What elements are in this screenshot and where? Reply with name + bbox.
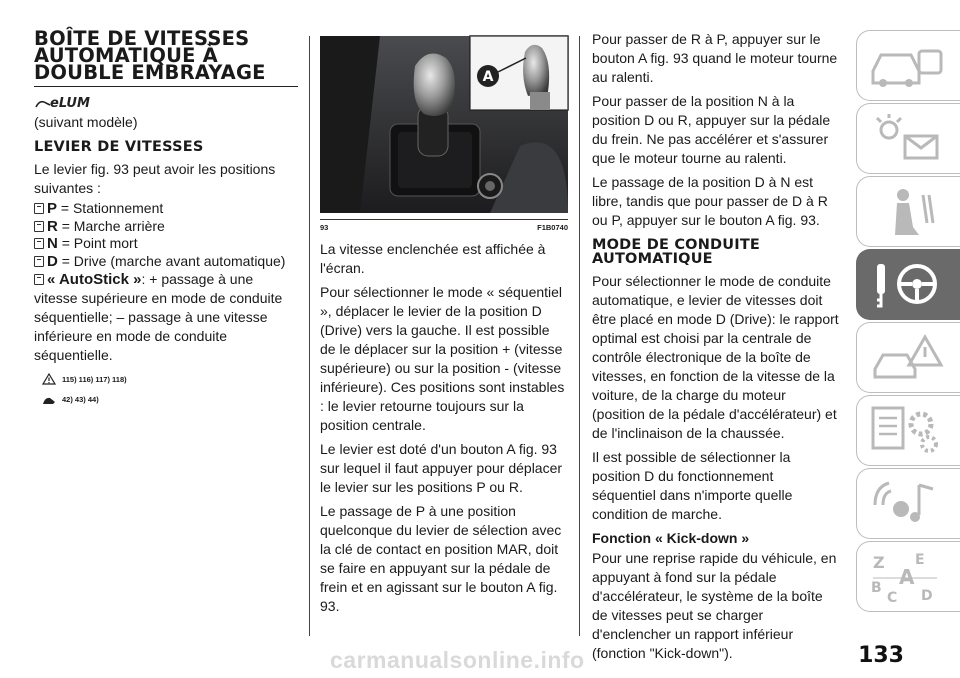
book-icon bbox=[34, 274, 44, 285]
paragraph: Pour sélectionner le mode de conduite automatique, e levier de vitesses doit être placé en mode D (Drive): le rapport optimal est choisi par la centrale de contrôle électronique de la boîte de vitesses, en fonction de la vitesse de la voiture, de la charge du moteur (position de la pédale d'accélérateur) et de l'inclinaison de la chaussée. bbox=[592, 273, 839, 441]
warning-triangle-icon bbox=[42, 373, 56, 385]
position-item: P = Stationnement bbox=[34, 200, 298, 218]
tab-emergency[interactable] bbox=[856, 322, 960, 393]
paragraph: Pour une reprise rapide du véhicule, en appuyant à fond sur la pédale d'accélérateur, le système de la boîte de vitesses peut se charger d'enclencher un rapport inférieur (fonction "Kick-down"). bbox=[592, 550, 837, 661]
column-3 bbox=[592, 30, 840, 668]
figure-number: 93 bbox=[320, 223, 329, 232]
column-divider bbox=[579, 36, 580, 636]
section-title: BOÎTE DE VITESSES AUTOMATIQUE À DOUBLE EMBRAYAGE bbox=[34, 30, 298, 87]
svg-text:Z: Z bbox=[873, 553, 885, 572]
subsection-title: MODE DE CONDUITE AUTOMATIQUE bbox=[592, 237, 761, 267]
svg-text:A: A bbox=[899, 565, 915, 589]
variant-note: (suivant modèle) bbox=[34, 114, 138, 130]
paragraph: Il est possible de sélectionner la position D du fonctionnement séquentiel dans n'importe quelle condition de marche. bbox=[592, 449, 793, 522]
paragraph: Le passage de P à une position quelconque du levier de sélection avec la clé de contact en position MAR, doit se faire en appuyant sur la pédale de frein et en agissant sur le bouton A fig. 93. bbox=[320, 503, 562, 614]
svg-text:D: D bbox=[921, 588, 933, 604]
svg-text:B: B bbox=[871, 580, 882, 596]
maintenance-gears-icon bbox=[867, 402, 947, 460]
paragraph: La vitesse enclenchée est affichée à l'écran. bbox=[320, 241, 546, 276]
intro-text: Le levier fig. 93 peut avoir les positions suivantes : bbox=[34, 161, 276, 196]
paragraph: Le levier est doté d'un bouton A fig. 93 sur lequel il faut appuyer pour déplacer le levier sur les positions P ou R. bbox=[320, 441, 563, 495]
car-warning-icon bbox=[867, 329, 947, 387]
tab-starting-driving[interactable] bbox=[856, 249, 960, 320]
subsection-title: LEVIER DE VITESSES bbox=[34, 139, 204, 155]
caution-hand-icon bbox=[42, 393, 56, 405]
book-icon bbox=[34, 238, 44, 249]
page-number: 133 bbox=[858, 643, 904, 668]
tab-dashboard[interactable] bbox=[856, 30, 960, 101]
warning-refs: 115) 116) 117) 118) bbox=[42, 373, 298, 385]
column-2 bbox=[320, 36, 568, 621]
key-steering-wheel-icon bbox=[867, 256, 947, 314]
positions-list bbox=[34, 200, 298, 365]
position-item: « AutoStick »: + passage à une vitesse supérieure en mode de conduite séquentielle; – passage à une vitesse inférieure en mode de conduite séquentielle. bbox=[34, 271, 283, 363]
column-1 bbox=[34, 27, 298, 405]
book-icon bbox=[34, 256, 44, 267]
paragraph: Pour passer de la position N à la position D ou R, appuyer sur la pédale du frein. Ne pas accélérer et s'assurer que le moteur tourne au ralenti. bbox=[592, 93, 831, 166]
caution-refs: 42) 43) 44) bbox=[42, 393, 298, 405]
lights-message-icon bbox=[867, 110, 947, 168]
figure-gear-lever bbox=[320, 36, 568, 213]
column-divider bbox=[309, 36, 310, 636]
book-icon bbox=[34, 203, 44, 214]
airbag-seat-icon bbox=[867, 183, 947, 241]
alphabet-index-icon bbox=[867, 548, 947, 606]
paragraph: Pour sélectionner le mode « séquentiel », déplacer le levier de la position D (Drive) vers la gauche. Il est possible de le déplacer sur la position + (vitesse supérieure) ou sur la position - (vitesse inférieure). Ces positions sont instables : le levier retourne toujours sur la position centrale. bbox=[320, 284, 565, 433]
kickdown-title: Fonction « Kick-down » bbox=[592, 530, 750, 546]
book-icon bbox=[34, 221, 44, 232]
svg-text:eLUM: eLUM bbox=[50, 96, 90, 111]
position-item: R = Marche arrière bbox=[34, 218, 298, 236]
tab-multimedia[interactable] bbox=[856, 468, 960, 539]
tab-index[interactable] bbox=[856, 541, 960, 612]
figure-caption bbox=[320, 219, 568, 232]
chapter-tabs bbox=[856, 30, 960, 614]
gear-lever-photo bbox=[320, 36, 568, 213]
figure-code: F1B0740 bbox=[537, 223, 568, 232]
watermark: carmanualsonline.info bbox=[330, 647, 585, 673]
tab-lights[interactable] bbox=[856, 103, 960, 174]
tab-maintenance[interactable] bbox=[856, 395, 960, 466]
svg-text:C: C bbox=[887, 590, 898, 606]
svg-text:E: E bbox=[915, 552, 925, 568]
paragraph: Pour passer de R à P, appuyer sur le bouton A fig. 93 quand le moteur tourne au ralenti. bbox=[592, 31, 838, 85]
elum-logo bbox=[34, 93, 298, 111]
multimedia-note-icon bbox=[867, 475, 947, 533]
paragraph: Le passage de la position D à N est libre, tandis que pour passer de D à R ou P, appuyer sur le bouton A fig. 93. bbox=[592, 174, 828, 228]
tab-safety[interactable] bbox=[856, 176, 960, 247]
car-dashboard-icon bbox=[867, 37, 947, 95]
position-item: D = Drive (marche avant automatique) bbox=[34, 253, 298, 271]
position-item: N = Point mort bbox=[34, 235, 298, 253]
svg-text:A: A bbox=[482, 69, 494, 85]
